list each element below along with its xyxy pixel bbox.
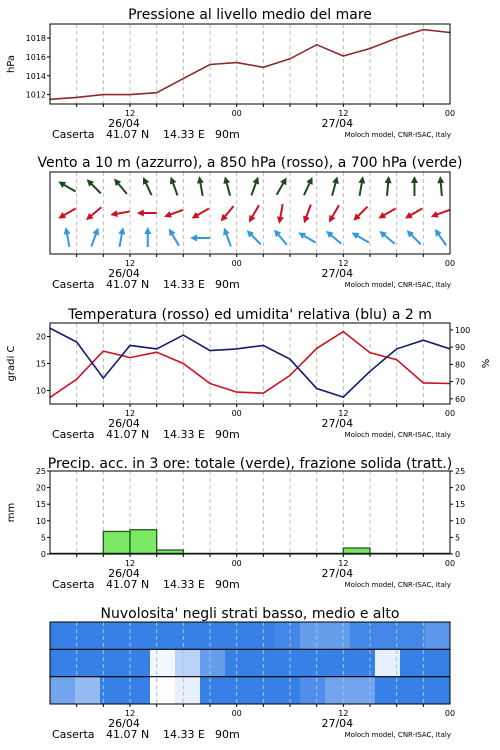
cloud-cell-basso bbox=[425, 677, 451, 705]
cloud-cell-basso bbox=[200, 677, 226, 705]
cloud-cell-medio bbox=[350, 649, 376, 677]
cloud-cell-medio bbox=[200, 649, 226, 677]
humidity-ytick-label: 60 bbox=[455, 394, 466, 404]
wind-date-label: 27/04 bbox=[321, 267, 354, 280]
wind-arrow-head bbox=[62, 227, 70, 235]
cloud-cell-alto bbox=[75, 622, 101, 650]
wind-arrow-head bbox=[301, 216, 310, 225]
cloud-cell-alto bbox=[275, 622, 301, 650]
precip-hour-label: 00 bbox=[231, 559, 242, 568]
wind-date-label: 26/04 bbox=[108, 267, 140, 280]
pressure-line-point bbox=[289, 58, 291, 60]
temp-date-label: 26/04 bbox=[108, 417, 140, 430]
pressure-ytick-label: 1012 bbox=[25, 90, 46, 100]
cloud-cell-basso bbox=[75, 677, 101, 705]
wind-arrow-head bbox=[430, 211, 439, 220]
precip-ytick-label-right: 0 bbox=[455, 550, 461, 559]
precip-ylabel: mm bbox=[6, 502, 17, 523]
wind-credit: Moloch model, CNR-ISAC, Italy bbox=[344, 281, 451, 289]
wind-location-alt: 90m bbox=[215, 278, 240, 291]
wind-arrow-head bbox=[190, 212, 200, 222]
wind-title: Vento a 10 m (azzurro), a 850 hPa (rosso), a 700 hPa (verde) bbox=[37, 155, 463, 171]
cloud-title: Nuvolosita' negli strati basso, medio e alto bbox=[100, 606, 400, 622]
wind-arrow-10-m bbox=[116, 227, 126, 248]
temp-location-name: Caserta bbox=[52, 428, 95, 441]
wind-arrow-850-hPa bbox=[246, 203, 262, 224]
temp-lines bbox=[50, 328, 450, 397]
pressure-line-point bbox=[209, 64, 211, 66]
wind-arrow-head bbox=[358, 176, 366, 184]
wind-arrow-head bbox=[253, 175, 262, 184]
wind-arrow-850-hPa bbox=[351, 204, 370, 223]
pressure-hour-label: 00 bbox=[231, 109, 242, 118]
pressure-line-point bbox=[76, 97, 78, 99]
wind-arrow-850-hPa bbox=[326, 203, 342, 224]
precip-credit: Moloch model, CNR-ISAC, Italy bbox=[344, 581, 451, 589]
cloud-date-label: 26/04 bbox=[108, 717, 140, 730]
cloud-hour-label: 12 bbox=[338, 709, 349, 718]
humidity-ytick-label: 100 bbox=[455, 325, 471, 335]
cloud-cell-alto bbox=[325, 622, 351, 650]
pressure-ytick-label: 1014 bbox=[25, 71, 46, 81]
cloud-cell-basso bbox=[125, 677, 151, 705]
wind-arrow-850-hPa bbox=[403, 205, 424, 221]
wind-arrow-850-hPa bbox=[84, 205, 104, 223]
pressure-location-lat: 41.07 N bbox=[106, 128, 150, 141]
humidity-ytick-label: 70 bbox=[455, 377, 466, 387]
cloud-cell-alto bbox=[225, 622, 251, 650]
cloud-credit: Moloch model, CNR-ISAC, Italy bbox=[344, 731, 451, 739]
cloud-cell-medio bbox=[400, 649, 426, 677]
wind-arrow-850-hPa bbox=[190, 205, 211, 221]
temp-hour-label: 00 bbox=[231, 409, 242, 418]
precip-location-alt: 90m bbox=[215, 578, 240, 591]
cloud-cell-medio bbox=[250, 649, 276, 677]
wind-arrow-10-m bbox=[221, 226, 234, 247]
pressure-location-name: Caserta bbox=[52, 128, 95, 141]
wind-frame bbox=[50, 172, 450, 254]
wind-arrow-head bbox=[385, 176, 393, 184]
cloud-cell-alto bbox=[175, 622, 201, 650]
precip-ytick-label: 25 bbox=[35, 467, 46, 476]
wind-hour-label: 00 bbox=[231, 259, 242, 268]
cloud-cell-medio bbox=[150, 649, 176, 677]
precip-ytick-label-right: 20 bbox=[455, 483, 466, 493]
pressure-line-point bbox=[236, 62, 238, 64]
humidity-ylabel: % bbox=[481, 358, 492, 369]
humidity-ytick-label: 80 bbox=[455, 360, 466, 370]
pressure-line-point bbox=[396, 37, 398, 39]
pressure-line bbox=[50, 30, 450, 100]
precip-ytick-label: 0 bbox=[40, 550, 46, 559]
wind-arrow-700-hPa bbox=[222, 175, 234, 196]
temp-ytick-label: 10 bbox=[35, 386, 46, 396]
precip-title: Precip. acc. in 3 ore: totale (verde), frazione solida (tratt.) bbox=[47, 456, 453, 472]
wind-arrow-head bbox=[280, 176, 290, 186]
wind-arrow-10-m bbox=[190, 235, 210, 242]
precip-location-name: Caserta bbox=[52, 578, 95, 591]
wind-arrow-head bbox=[350, 229, 360, 239]
cloud-cell-alto bbox=[350, 622, 376, 650]
wind-arrow-head bbox=[377, 212, 387, 222]
wind-arrow-10-m bbox=[271, 227, 289, 247]
wind-arrow-700-hPa bbox=[57, 178, 78, 194]
wind-arrow-700-hPa bbox=[111, 176, 129, 196]
wind-arrow-850-hPa bbox=[137, 210, 157, 217]
temp-ytick-label: 20 bbox=[35, 332, 46, 342]
wind-arrow-10-m bbox=[324, 228, 344, 246]
cloud-cell-medio bbox=[175, 649, 201, 677]
cloud-cell-medio bbox=[50, 649, 76, 677]
cloud-cell-alto bbox=[250, 622, 276, 650]
cloud-date-label: 27/04 bbox=[321, 717, 354, 730]
precip-ytick-label: 20 bbox=[35, 483, 46, 493]
precip-bar bbox=[103, 531, 130, 554]
cloud-cell-alto bbox=[200, 622, 226, 650]
pressure-line-point bbox=[316, 44, 318, 46]
precip-ytick-label-right: 5 bbox=[455, 533, 461, 543]
wind-arrow-10-m bbox=[297, 229, 318, 245]
wind-arrow-head bbox=[411, 176, 418, 183]
cloud-cell-basso bbox=[50, 677, 76, 705]
wind-arrow-head bbox=[437, 176, 445, 184]
wind-arrow-700-hPa bbox=[356, 176, 366, 197]
temp-title: Temperatura (rosso) ed umidita' relativa (blu) a 2 m bbox=[68, 307, 432, 323]
temp-date-label: 27/04 bbox=[321, 417, 354, 430]
pressure-date-label: 26/04 bbox=[108, 117, 140, 130]
precip-bar bbox=[130, 530, 157, 554]
pressure-line-point bbox=[263, 66, 265, 68]
cloud-cell-basso bbox=[275, 677, 301, 705]
wind-arrow-850-hPa bbox=[110, 208, 131, 218]
wind-arrow-700-hPa bbox=[329, 175, 341, 196]
temp-location-lat: 41.07 N bbox=[106, 428, 150, 441]
temp-location-lon: 14.33 E bbox=[163, 428, 205, 441]
wind-arrow-head bbox=[93, 226, 102, 235]
cloud-cell-basso bbox=[250, 677, 276, 705]
temp-hour-label: 12 bbox=[124, 409, 136, 418]
cloud-cell-basso bbox=[300, 677, 326, 705]
precip-date-label: 26/04 bbox=[108, 567, 140, 580]
precip-ytick-label: 15 bbox=[35, 500, 46, 510]
precip-location-lat: 41.07 N bbox=[106, 578, 150, 591]
temp-credit: Moloch model, CNR-ISAC, Italy bbox=[344, 431, 451, 439]
wind-arrow-head bbox=[246, 215, 256, 225]
pressure-line-point bbox=[129, 94, 131, 96]
wind-arrow-850-hPa bbox=[57, 205, 78, 221]
wind-arrow-10-m bbox=[62, 227, 72, 248]
wind-arrow-850-hPa bbox=[377, 205, 398, 221]
pressure-line-point bbox=[156, 92, 158, 94]
wind-arrow-700-hPa bbox=[274, 176, 290, 197]
cloud-hour-label: 00 bbox=[231, 709, 242, 718]
pressure-line-point bbox=[183, 78, 185, 80]
wind-arrow-head bbox=[166, 227, 176, 237]
wind-arrow-head bbox=[196, 176, 204, 184]
precip-hour-label: 12 bbox=[338, 559, 349, 568]
pressure-line-point bbox=[423, 29, 425, 31]
cloud-location-name: Caserta bbox=[52, 728, 95, 741]
pressure-title: Pressione al livello medio del mare bbox=[128, 7, 372, 23]
pressure-frame bbox=[50, 24, 450, 104]
temp-ylabel: gradi C bbox=[6, 345, 17, 382]
cloud-cell-medio bbox=[275, 649, 301, 677]
cloud-cell-medio bbox=[225, 649, 251, 677]
pressure-credit: Moloch model, CNR-ISAC, Italy bbox=[344, 131, 451, 139]
precip-ytick-label: 5 bbox=[40, 533, 46, 543]
wind-arrow-head bbox=[221, 226, 230, 235]
wind-arrow-10-m bbox=[244, 228, 263, 247]
cloud-cell-medio bbox=[425, 649, 451, 677]
pressure-hour-label: 00 bbox=[444, 109, 456, 118]
cloud-cell-alto bbox=[150, 622, 176, 650]
precip-hour-label: 00 bbox=[444, 559, 456, 568]
wind-arrow-10-m bbox=[404, 228, 423, 247]
cloud-cell-medio bbox=[300, 649, 326, 677]
precip-date-label: 27/04 bbox=[321, 567, 354, 580]
cloud-cell-basso bbox=[400, 677, 426, 705]
pressure-ylabel: hPa bbox=[6, 54, 17, 74]
cloud-cell-medio bbox=[75, 649, 101, 677]
precip-ytick-label-right: 15 bbox=[455, 500, 466, 510]
humidity-ytick-label: 90 bbox=[455, 343, 466, 353]
wind-arrow-head bbox=[144, 227, 151, 234]
cloud-cell-medio bbox=[125, 649, 151, 677]
cloud-cell-alto bbox=[125, 622, 151, 650]
pressure-line-point bbox=[103, 94, 105, 96]
wind-arrow-850-hPa bbox=[218, 204, 236, 224]
pressure-ytick-label: 1016 bbox=[25, 52, 46, 62]
pressure-hour-label: 12 bbox=[338, 109, 349, 118]
wind-arrow-head bbox=[57, 212, 67, 222]
cloud-location-lat: 41.07 N bbox=[106, 728, 150, 741]
wind-arrow-700-hPa bbox=[301, 176, 316, 197]
wind-arrow-head bbox=[222, 175, 231, 184]
wind-location-lat: 41.07 N bbox=[106, 278, 150, 291]
wind-hour-label: 00 bbox=[444, 259, 456, 268]
wind-arrow-head bbox=[326, 215, 336, 225]
cloud-location-lon: 14.33 E bbox=[163, 728, 205, 741]
wind-arrow-700-hPa bbox=[384, 176, 393, 197]
precip-ytick-label-right: 10 bbox=[455, 516, 466, 526]
cloud-cell-alto bbox=[400, 622, 426, 650]
wind-hour-label: 12 bbox=[338, 259, 349, 268]
wind-arrow-head bbox=[137, 210, 144, 217]
wind-location-name: Caserta bbox=[52, 278, 95, 291]
cloud-cell-basso bbox=[150, 677, 176, 705]
wind-arrow-head bbox=[110, 210, 118, 218]
cloud-cell-basso bbox=[325, 677, 351, 705]
wind-arrow-head bbox=[276, 216, 284, 224]
temp-hour-label: 12 bbox=[338, 409, 349, 418]
wind-arrow-700-hPa bbox=[196, 176, 206, 197]
temp-location-alt: 90m bbox=[215, 428, 240, 441]
precip-ytick-label: 10 bbox=[35, 516, 46, 526]
cloud-location-alt: 90m bbox=[215, 728, 240, 741]
wind-arrow-head bbox=[140, 176, 149, 185]
temp-hour-label: 00 bbox=[444, 409, 456, 418]
wind-arrow-700-hPa bbox=[84, 177, 103, 196]
wind-arrow-850-hPa bbox=[301, 203, 314, 224]
pressure-hour-label: 12 bbox=[124, 109, 136, 118]
cloud-cell-alto bbox=[50, 622, 76, 650]
wind-arrow-700-hPa bbox=[437, 176, 446, 197]
cloud-cell-basso bbox=[350, 677, 376, 705]
pressure-line-point bbox=[369, 48, 371, 50]
wind-arrow-head bbox=[306, 176, 315, 185]
precip-location-lon: 14.33 E bbox=[163, 578, 205, 591]
precip-hour-label: 12 bbox=[124, 559, 136, 568]
cloud-cell-basso bbox=[225, 677, 251, 705]
pressure-location-lon: 14.33 E bbox=[163, 128, 205, 141]
wind-hour-label: 12 bbox=[124, 259, 136, 268]
pressure-ytick-label: 1018 bbox=[25, 34, 46, 44]
wind-arrow-850-hPa bbox=[276, 204, 286, 225]
cloud-cell-medio bbox=[325, 649, 351, 677]
wind-arrow-head bbox=[332, 175, 341, 184]
wind-arrow-10-m bbox=[88, 226, 101, 247]
wind-arrow-850-hPa bbox=[163, 207, 184, 220]
wind-arrow-head bbox=[118, 227, 126, 235]
wind-arrow-10-m bbox=[166, 227, 182, 248]
wind-arrow-700-hPa bbox=[411, 176, 418, 196]
wind-arrow-head bbox=[297, 229, 307, 239]
wind-arrow-850-hPa bbox=[430, 207, 451, 220]
cloud-cell-alto bbox=[425, 622, 451, 650]
wind-arrow-head bbox=[190, 235, 197, 242]
wind-location-lon: 14.33 E bbox=[163, 278, 205, 291]
cloud-hour-label: 12 bbox=[124, 709, 136, 718]
wind-arrow-10-m bbox=[350, 229, 371, 245]
wind-arrow-head bbox=[403, 212, 413, 222]
cloud-hour-label: 00 bbox=[444, 709, 456, 718]
wind-arrow-head bbox=[167, 175, 176, 184]
pressure-location-alt: 90m bbox=[215, 128, 240, 141]
wind-arrow-head bbox=[163, 211, 172, 220]
temperature-line bbox=[50, 332, 450, 398]
wind-arrow-10-m bbox=[144, 227, 151, 247]
precip-ytick-label-right: 25 bbox=[455, 467, 466, 476]
wind-arrow-700-hPa bbox=[248, 175, 261, 196]
pressure-line-point bbox=[343, 55, 345, 57]
cloud-cell-alto bbox=[300, 622, 326, 650]
cloud-cell-basso bbox=[175, 677, 201, 705]
wind-arrow-700-hPa bbox=[167, 175, 180, 196]
wind-arrow-head bbox=[57, 178, 67, 188]
wind-arrow-700-hPa bbox=[140, 176, 155, 197]
pressure-date-label: 27/04 bbox=[321, 117, 354, 130]
humidity-line bbox=[50, 328, 450, 397]
temp-ytick-label: 15 bbox=[35, 359, 46, 369]
wind-arrow-10-m bbox=[432, 227, 449, 247]
wind-arrow-10-m bbox=[377, 228, 397, 246]
